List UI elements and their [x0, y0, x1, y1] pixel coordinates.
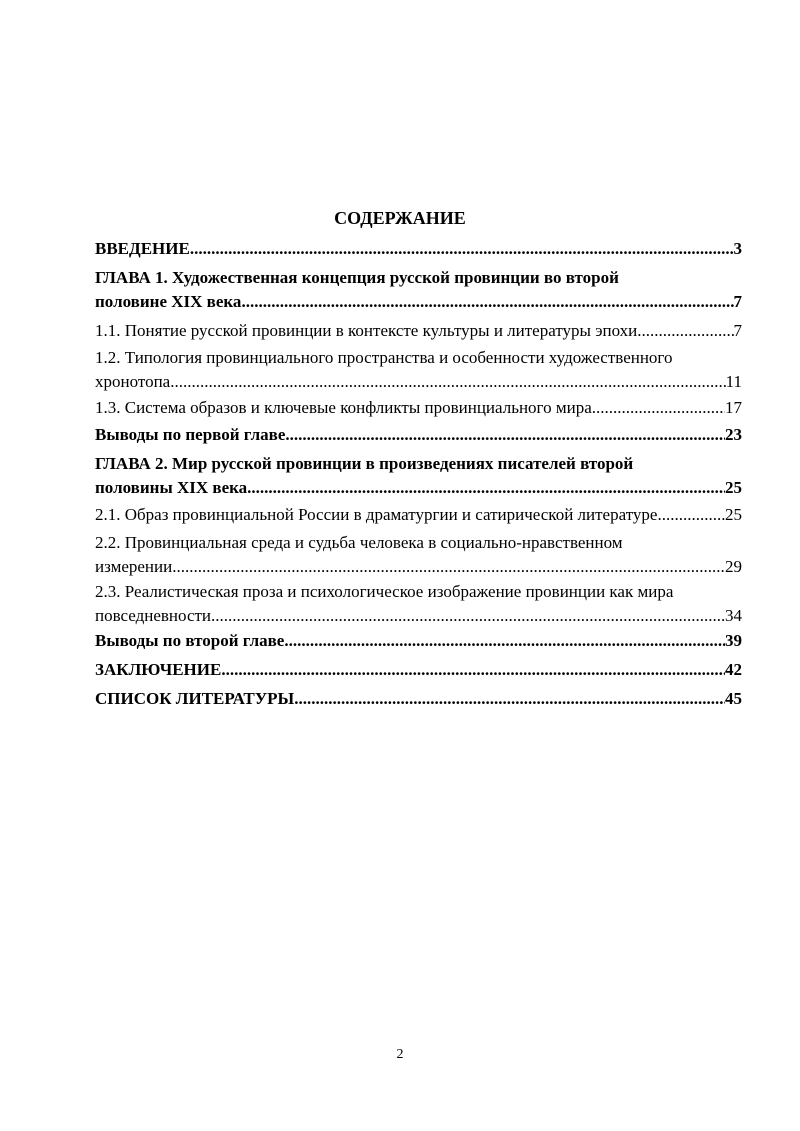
toc-entry-page: 34: [725, 606, 742, 625]
toc-entry-page: 25: [725, 505, 742, 524]
toc-entry-section-1-2[interactable]: [95, 346, 742, 394]
toc-entry-page: 45: [725, 689, 742, 708]
dot-leader: [592, 396, 725, 420]
toc-entry-text: 2.1. Образ провинциальной России в драматургии и сатирической литературе: [95, 505, 658, 524]
toc-entry-text: половины XIX века: [95, 478, 248, 497]
dot-leader: [170, 370, 725, 394]
toc-entry-text: ВВЕДЕНИЕ: [95, 239, 190, 258]
toc-entry-text: Выводы по второй главе: [95, 631, 285, 650]
toc-entry-first-line: ГЛАВА 1. Художественная концепция русской провинции во второй: [95, 268, 619, 287]
toc-entry-section-2-2[interactable]: [95, 531, 742, 579]
toc-entry-page: 25: [725, 478, 742, 497]
toc-entry-introduction[interactable]: [95, 237, 742, 261]
toc-entry-page: 3: [733, 239, 742, 258]
toc-entry-page: 23: [725, 425, 742, 444]
toc-entry-page: 42: [725, 660, 742, 679]
dot-leader: [657, 503, 725, 527]
toc-entry-bibliography[interactable]: [95, 687, 742, 711]
dot-leader: [285, 423, 725, 447]
toc-entry-conclusions-2[interactable]: [95, 629, 742, 653]
toc-entry-chapter-2[interactable]: [95, 452, 742, 500]
toc-entry-first-line: ГЛАВА 2. Мир русской провинции в произведениях писателей второй: [95, 454, 634, 473]
toc-entry-text: половине XIX века: [95, 292, 242, 311]
toc-entry-conclusions-1[interactable]: [95, 423, 742, 447]
toc-entry-text: хронотопа: [95, 372, 171, 391]
page-number: 2: [396, 1047, 404, 1062]
toc-entry-first-line: 1.2. Типология провинциального пространства и особенности художественного: [95, 348, 673, 367]
toc-entry-text: Выводы по первой главе: [95, 425, 286, 444]
toc-entry-page: 17: [725, 398, 742, 417]
toc-title: СОДЕРЖАНИЕ: [334, 208, 466, 228]
toc-entry-page: 11: [725, 372, 742, 391]
toc-entry-section-2-3[interactable]: [95, 580, 742, 628]
dot-leader: [241, 290, 733, 314]
dot-leader: [284, 629, 725, 653]
toc-entry-page: 7: [733, 321, 742, 340]
toc-entry-text: 1.3. Система образов и ключевые конфликты провинциального мира: [95, 398, 592, 417]
dot-leader: [190, 237, 734, 261]
dot-leader: [221, 658, 725, 682]
toc-entry-text: повседневности: [95, 606, 212, 625]
toc-entry-section-2-1[interactable]: [95, 503, 742, 527]
toc-entry-text: измерении: [95, 557, 173, 576]
toc-entry-page: 39: [725, 631, 742, 650]
dot-leader: [294, 687, 725, 711]
toc-entry-first-line: 2.2. Провинциальная среда и судьба человека в социально-нравственном: [95, 533, 623, 552]
dot-leader: [172, 555, 725, 579]
toc-entry-section-1-3[interactable]: [95, 396, 742, 420]
toc-entry-text: 1.1. Понятие русской провинции в контексте культуры и литературы эпохи: [95, 321, 638, 340]
toc-entry-page: 29: [725, 557, 742, 576]
toc-entry-first-line: 2.3. Реалистическая проза и психологическое изображение провинции как мира: [95, 582, 674, 601]
toc-entry-page: 7: [733, 292, 742, 311]
toc-entry-conclusion[interactable]: [95, 658, 742, 682]
dot-leader: [211, 604, 725, 628]
dot-leader: [637, 319, 733, 343]
toc-entry-section-1-1[interactable]: [95, 319, 742, 343]
toc-entry-text: СПИСОК ЛИТЕРАТУРЫ: [95, 689, 295, 708]
toc-entry-text: ЗАКЛЮЧЕНИЕ: [95, 660, 222, 679]
dot-leader: [247, 476, 725, 500]
toc-entry-chapter-1[interactable]: [95, 266, 742, 314]
